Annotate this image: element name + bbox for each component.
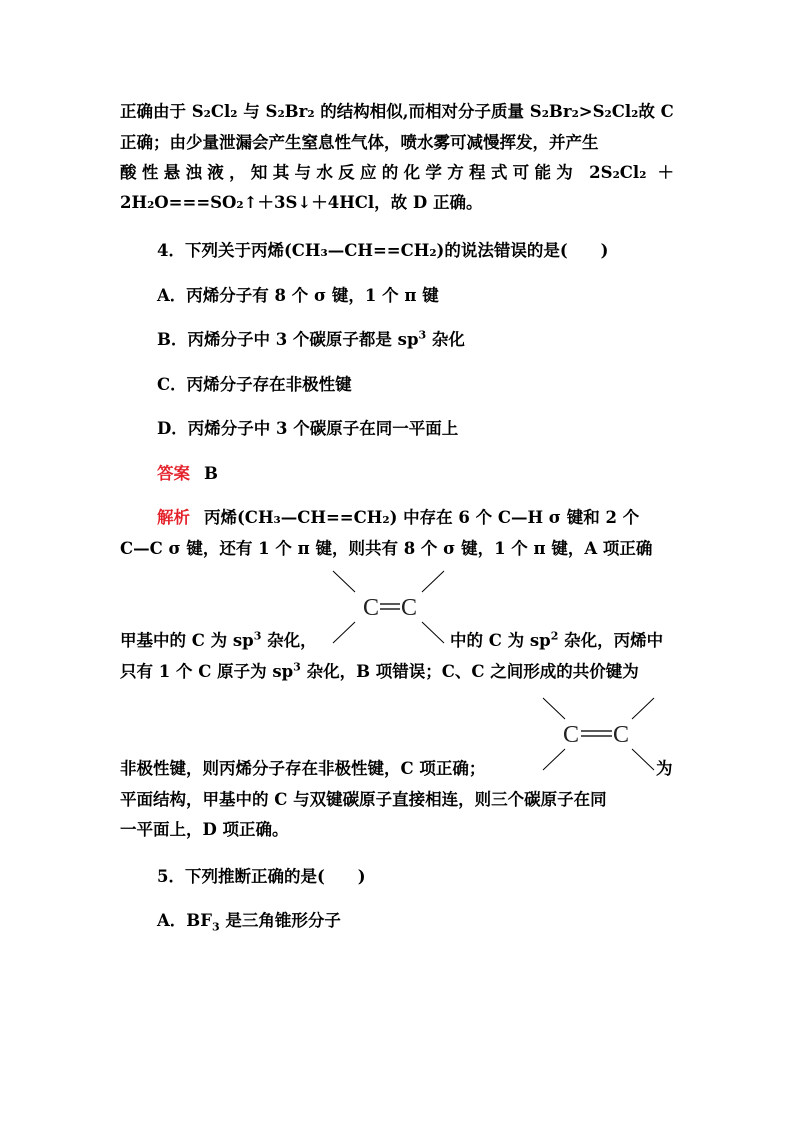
analysis-line-5a: 非极性键，则丙烯分子存在非极性键，C 项正确； bbox=[120, 759, 486, 778]
question-4-option-d: D．丙烯分子中 3 个碳原子在同一平面上 bbox=[157, 419, 459, 438]
question-5-option-a: A．$BF_3$ 是三角锥形分子 bbox=[157, 911, 341, 934]
answer-line bbox=[157, 463, 218, 485]
question-5-stem: 5．下列推断正确的是( ) bbox=[157, 867, 366, 886]
cc-double-bond-figure-2 bbox=[535, 692, 660, 777]
text-line-3: 酸性悬浊液，知其与水反应的化学方程式可能为 2S₂Cl₂ ＋ bbox=[120, 163, 674, 182]
analysis-line-5b: 为 bbox=[656, 759, 673, 778]
answer-value: B bbox=[204, 464, 218, 483]
answer-label: 答案 bbox=[157, 464, 190, 483]
question-4-option-a: A．丙烯分子有 8 个 σ 键，1 个 π 键 bbox=[157, 286, 439, 305]
analysis-line-6: 平面结构，甲基中的 C 与双键碳原子直接相连，则三个碳原子在同 bbox=[120, 790, 607, 809]
analysis-line-2: C—C σ 键，还有 1 个 π 键，则共有 8 个 σ 键，1 个 π 键，A 项正确 bbox=[120, 539, 653, 558]
analysis-label: 解析 bbox=[157, 508, 190, 527]
svg-text:C: C bbox=[401, 595, 418, 621]
question-4-option-b: B．丙烯分子中 3 个碳原子都是 $sp^3$ 杂化 bbox=[157, 328, 465, 349]
text-line-2: 正确；由少量泄漏会产生窒息性气体，喷水雾可减慢挥发，并产生 bbox=[120, 133, 599, 152]
svg-text:C: C bbox=[563, 722, 580, 748]
text-line-1: 正确由于 S₂Cl₂ 与 S₂Br₂ 的结构相似,而相对分子质量 S₂Br₂>S₂Cl₂故 C bbox=[120, 102, 674, 121]
question-4-stem: 4．下列关于丙烯(CH₃—CH==CH₂)的说法错误的是( ) bbox=[157, 241, 609, 260]
cc-double-bond-figure-1 bbox=[325, 565, 450, 650]
analysis-line-4: 只有 1 个 C 原子为 $sp^3$ 杂化，B 项错误；C、C 之间形成的共价键为 bbox=[120, 660, 639, 681]
question-4-option-c: C．丙烯分子存在非极性键 bbox=[157, 375, 352, 394]
analysis-line-7: 一平面上，D 项正确。 bbox=[120, 820, 289, 839]
analysis-line-3a: 甲基中的 C 为 $sp^3$ 杂化， bbox=[120, 629, 317, 650]
analysis-line-3b: 中的 C 为 $sp^2$ 杂化，丙烯中 bbox=[450, 629, 664, 650]
svg-text:C: C bbox=[363, 595, 380, 621]
svg-text:C: C bbox=[613, 722, 630, 748]
analysis-line-1: 解析 丙烯(CH₃—CH==CH₂) 中存在 6 个 C—H σ 键和 2 个 bbox=[157, 508, 640, 527]
text-line-4: 2H₂O===SO₂↑＋3S↓＋4HCl，故 D 正确。 bbox=[120, 193, 483, 212]
